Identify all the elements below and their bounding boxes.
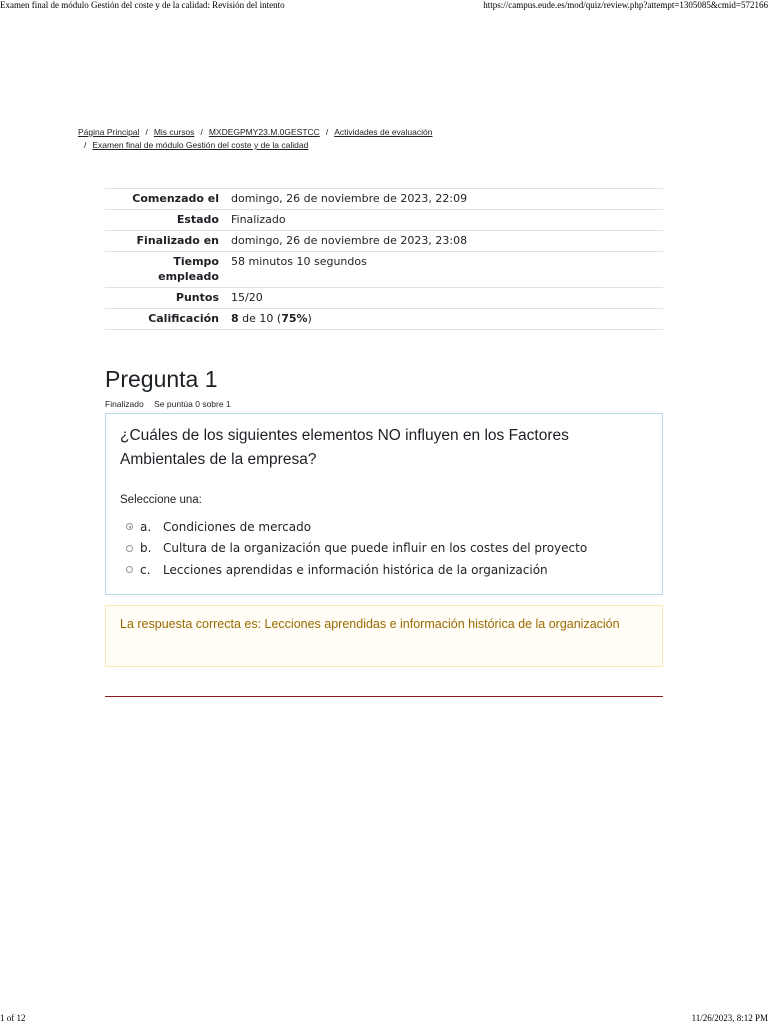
breadcrumb-exam-link[interactable]: Examen final de módulo Gestión del coste y de la calidad bbox=[92, 140, 309, 150]
question-text: ¿Cuáles de los siguientes elementos NO influyen en los Factores Ambientales de la empresa? bbox=[120, 427, 569, 468]
breadcrumb-separator: / bbox=[145, 127, 148, 137]
answer-option-a bbox=[126, 516, 646, 538]
grade-out-of: de 10 bbox=[242, 312, 274, 325]
summary-value: 15/20 bbox=[225, 288, 663, 309]
answer-text: Condiciones de mercado bbox=[163, 519, 312, 534]
radio-button[interactable] bbox=[126, 545, 133, 552]
summary-row bbox=[105, 288, 663, 309]
summary-value: domingo, 26 de noviembre de 2023, 22:09 bbox=[225, 189, 663, 210]
summary-row-grade bbox=[105, 309, 663, 330]
summary-label: Comenzado el bbox=[105, 189, 225, 210]
summary-label: Finalizado en bbox=[105, 231, 225, 252]
summary-label: Tiempo empleado bbox=[105, 252, 225, 288]
summary-label: Calificación bbox=[105, 309, 225, 330]
answer-text: Lecciones aprendidas e información histórica de la organización bbox=[163, 562, 548, 577]
feedback-text: La respuesta correcta es: Lecciones aprendidas e información histórica de la organización bbox=[120, 617, 620, 631]
answer-text: Cultura de la organización que puede influir en los costes del proyecto bbox=[163, 541, 588, 556]
print-page-title: Examen final de módulo Gestión del coste y de la calidad: Revisión del intento bbox=[0, 0, 285, 10]
breadcrumb bbox=[78, 126, 678, 152]
radio-button[interactable] bbox=[126, 566, 133, 573]
breadcrumb-separator: / bbox=[84, 140, 87, 150]
question-divider bbox=[105, 696, 663, 697]
summary-row bbox=[105, 231, 663, 252]
question-mark: Se puntúa 0 sobre 1 bbox=[154, 399, 231, 409]
summary-value: Finalizado bbox=[225, 210, 663, 231]
question-state: Finalizado bbox=[105, 399, 144, 409]
summary-label: Estado bbox=[105, 210, 225, 231]
grade-percent: 75% bbox=[281, 312, 308, 325]
print-header bbox=[0, 0, 768, 12]
breadcrumb-home-link[interactable]: Página Principal bbox=[78, 127, 140, 137]
correct-answer-feedback bbox=[105, 605, 663, 667]
grade-score: 8 bbox=[231, 312, 239, 325]
print-page-number: 1 of 12 bbox=[0, 1013, 26, 1023]
breadcrumb-separator: / bbox=[325, 127, 329, 137]
print-datetime: 11/26/2023, 8:12 PM bbox=[691, 1013, 768, 1023]
answer-option-b bbox=[126, 538, 646, 560]
answer-letter: a. bbox=[140, 519, 152, 534]
breadcrumb-course-link[interactable]: MXDEGPMY23.M.0GESTCC bbox=[208, 127, 320, 137]
question-title: Pregunta 1 bbox=[105, 366, 218, 392]
radio-button-checked[interactable] bbox=[126, 523, 133, 530]
question-info bbox=[105, 399, 231, 409]
summary-grade-value: 8 de 10 (75%) bbox=[225, 309, 663, 330]
breadcrumb-my-courses-link[interactable]: Mis cursos bbox=[153, 127, 195, 137]
attempt-summary-table bbox=[105, 188, 663, 330]
answer-letter: b. bbox=[140, 541, 152, 556]
answer-letter: c. bbox=[140, 562, 151, 577]
print-footer bbox=[0, 1013, 768, 1025]
answer-list bbox=[126, 516, 646, 581]
question-content bbox=[105, 413, 663, 595]
summary-label: Puntos bbox=[105, 288, 225, 309]
summary-value: 58 minutos 10 segundos bbox=[225, 252, 663, 288]
summary-row bbox=[105, 210, 663, 231]
answer-option-c bbox=[126, 559, 646, 581]
summary-value: domingo, 26 de noviembre de 2023, 23:08 bbox=[225, 231, 663, 252]
breadcrumb-separator: / bbox=[200, 127, 203, 137]
summary-row bbox=[105, 189, 663, 210]
breadcrumb-activities-link[interactable]: Actividades de evaluación bbox=[334, 127, 433, 137]
summary-row bbox=[105, 252, 663, 288]
print-page-url: https://campus.eude.es/mod/quiz/review.php?attempt=1305085&cmid=572166 bbox=[483, 0, 768, 10]
question-prompt: Seleccione una: bbox=[120, 494, 202, 506]
